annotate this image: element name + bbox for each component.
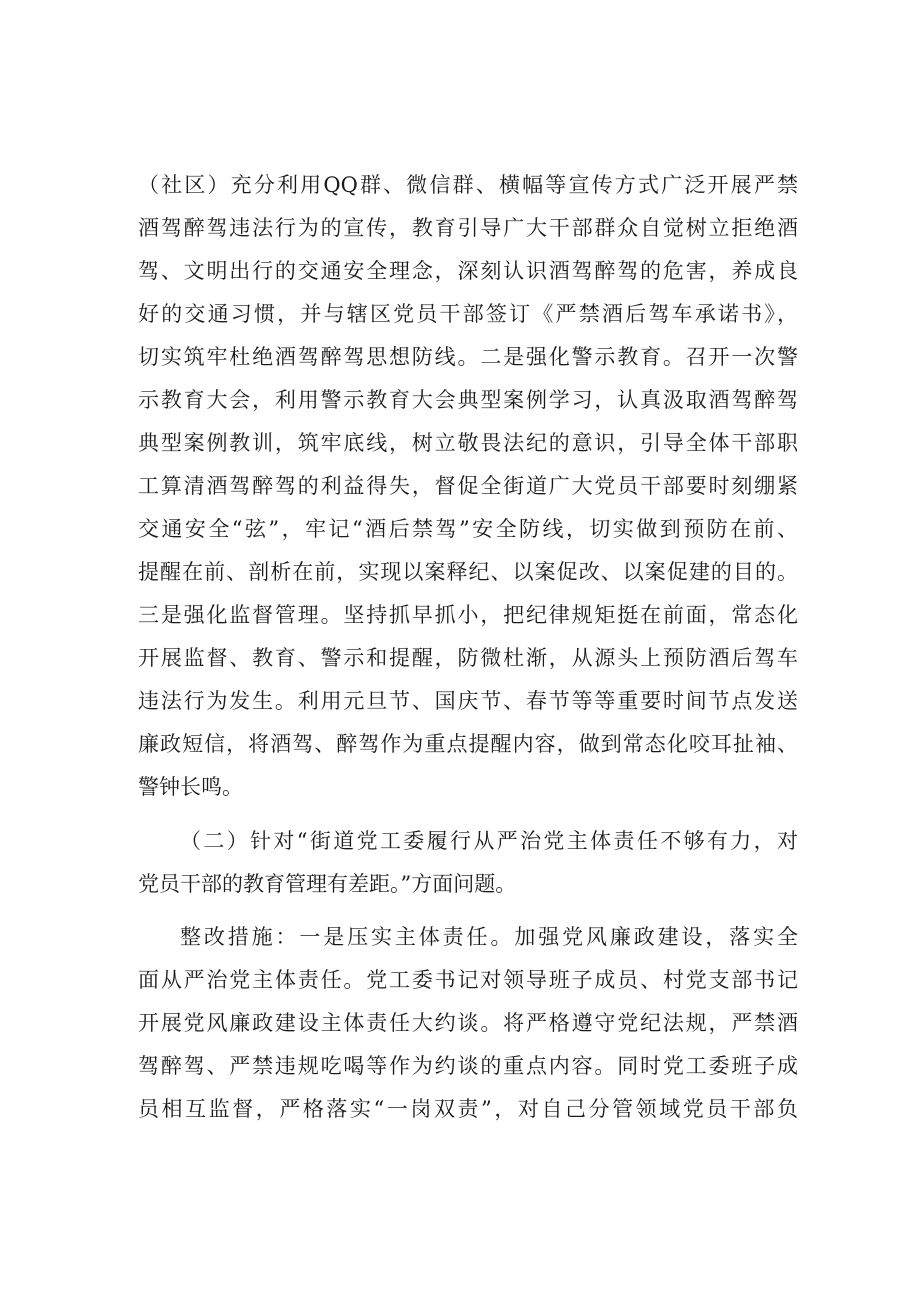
text-line: 党员干部的教育管理有差距。”方面问题。 — [138, 872, 517, 896]
text-line: 廉政短信，将酒驾、醉驾作为重点提醒内容，做到常态化咬耳扯袖、 — [138, 732, 798, 756]
text-line: 面从严治党主体责任。党工委书记对领导班子成员、村党支部书记 — [138, 968, 798, 992]
text-line: （二）针对“街道党工委履行从严治党主体责任不够有力，对 — [180, 829, 798, 853]
text-line: 工算清酒驾醉驾的利益得失，督促全街道广大党员干部要时刻绷紧 — [138, 474, 798, 498]
text-line: 好的交通习惯，并与辖区党员干部签订《严禁酒后驾车承诺书》， — [138, 302, 798, 326]
text-line: 开展党风廉政建设主体责任大约谈。将严格遵守党纪法规，严禁酒 — [138, 1011, 798, 1035]
text-line: 驾、文明出行的交通安全理念，深刻认识酒驾醉驾的危害，养成良 — [138, 259, 798, 283]
text-line: 示教育大会，利用警示教育大会典型案例学习，认真汲取酒驾醉驾 — [138, 388, 798, 412]
text-line: 提醒在前、剖析在前，实现以案释纪、以案促改、以案促建的目的。 — [138, 560, 798, 584]
text-line: 驾醉驾、严禁违规吃喝等作为约谈的重点内容。同时党工委班子成 — [138, 1054, 798, 1078]
text-line: 员相互监督，严格落实“一岗双责”，对自己分管领域党员干部负 — [138, 1097, 798, 1121]
text-line: 开展监督、教育、警示和提醒，防微杜渐，从源头上预防酒后驾车 — [138, 646, 798, 670]
text-line: 违法行为发生。利用元旦节、国庆节、春节等等重要时间节点发送 — [138, 689, 798, 713]
text-line: 警钟长鸣。 — [138, 775, 243, 799]
text-line: 交通安全“弦”，牢记“酒后禁驾”安全防线，切实做到预防在前、 — [138, 517, 798, 541]
text-line: 切实筑牢杜绝酒驾醉驾思想防线。二是强化警示教育。召开一次警 — [138, 345, 798, 369]
text-line: 整改措施：一是压实主体责任。加强党风廉政建设，落实全 — [180, 925, 798, 949]
text-line: （社区）充分利用QQ群、微信群、横幅等宣传方式广泛开展严禁 — [138, 173, 798, 197]
text-line: 三是强化监督管理。坚持抓早抓小，把纪律规矩挺在前面，常态化 — [138, 603, 798, 627]
text-line: 酒驾醉驾违法行为的宣传，教育引导广大干部群众自觉树立拒绝酒 — [138, 216, 798, 240]
text-line: 典型案例教训，筑牢底线，树立敬畏法纪的意识，引导全体干部职 — [138, 431, 798, 455]
